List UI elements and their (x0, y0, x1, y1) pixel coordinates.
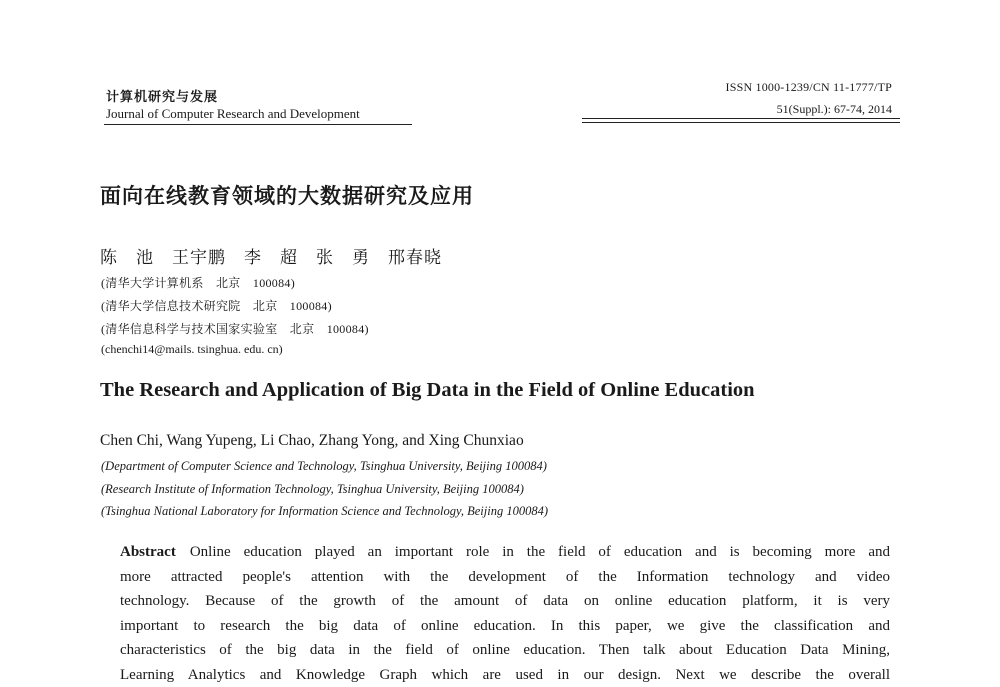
header-rule-right-thin (582, 122, 900, 123)
abstract (120, 540, 890, 687)
header-rule-left (104, 124, 412, 125)
affiliation-cn: (清华信息科学与技术国家实验室 北京 100084) (101, 320, 369, 337)
abstract-line: technology. Because of the growth of the amount of data on online education platform, it is very (120, 589, 890, 614)
authors-en: Chen Chi, Wang Yupeng, Li Chao, Zhang Yong, and Xing Chunxiao (100, 432, 524, 450)
affiliation-en: (Tsinghua National Laboratory for Information Science and Technology, Beijing 100084) (101, 504, 548, 519)
paper-title-cn: 面向在线教育领域的大数据研究及应用 (100, 180, 474, 210)
abstract-line (120, 540, 890, 565)
abstract-line: more attracted people's attention with the development of the Information technology and video (120, 565, 890, 590)
header-rule-right (582, 118, 900, 119)
journal-name-cn: 计算机研究与发展 (106, 86, 218, 105)
affiliation-en: (Department of Computer Science and Technology, Tsinghua University, Beijing 100084) (101, 459, 547, 474)
abstract-line: important to research the big data of online education. In this paper, we give the classification and (120, 614, 890, 639)
affiliation-en: (Research Institute of Information Technology, Tsinghua University, Beijing 100084) (101, 482, 524, 497)
volume-pages: 51(Suppl.): 67-74, 2014 (777, 102, 892, 117)
authors-cn: 陈 池 王宇鹏 李 超 张 勇 邢春晓 (100, 243, 442, 268)
abstract-line: Learning Analytics and Knowledge Graph which are used in our design. Next we describe the overall (120, 663, 890, 687)
journal-name-en: Journal of Computer Research and Development (106, 106, 360, 122)
affiliation-cn: (清华大学信息技术研究院 北京 100084) (101, 297, 332, 314)
author-email: (chenchi14@mails. tsinghua. edu. cn) (101, 342, 283, 357)
affiliation-cn: (清华大学计算机系 北京 100084) (101, 274, 295, 291)
abstract-label: Abstract (120, 544, 176, 560)
paper-title-en: The Research and Application of Big Data in the Field of Online Education (100, 379, 755, 402)
abstract-text: Online education played an important role in the field of education and is becoming more and (190, 544, 890, 560)
abstract-line: characteristics of the big data in the field of online education. Then talk about Education Data Mining, (120, 638, 890, 663)
issn-line: ISSN 1000-1239/CN 11-1777/TP (726, 80, 893, 95)
